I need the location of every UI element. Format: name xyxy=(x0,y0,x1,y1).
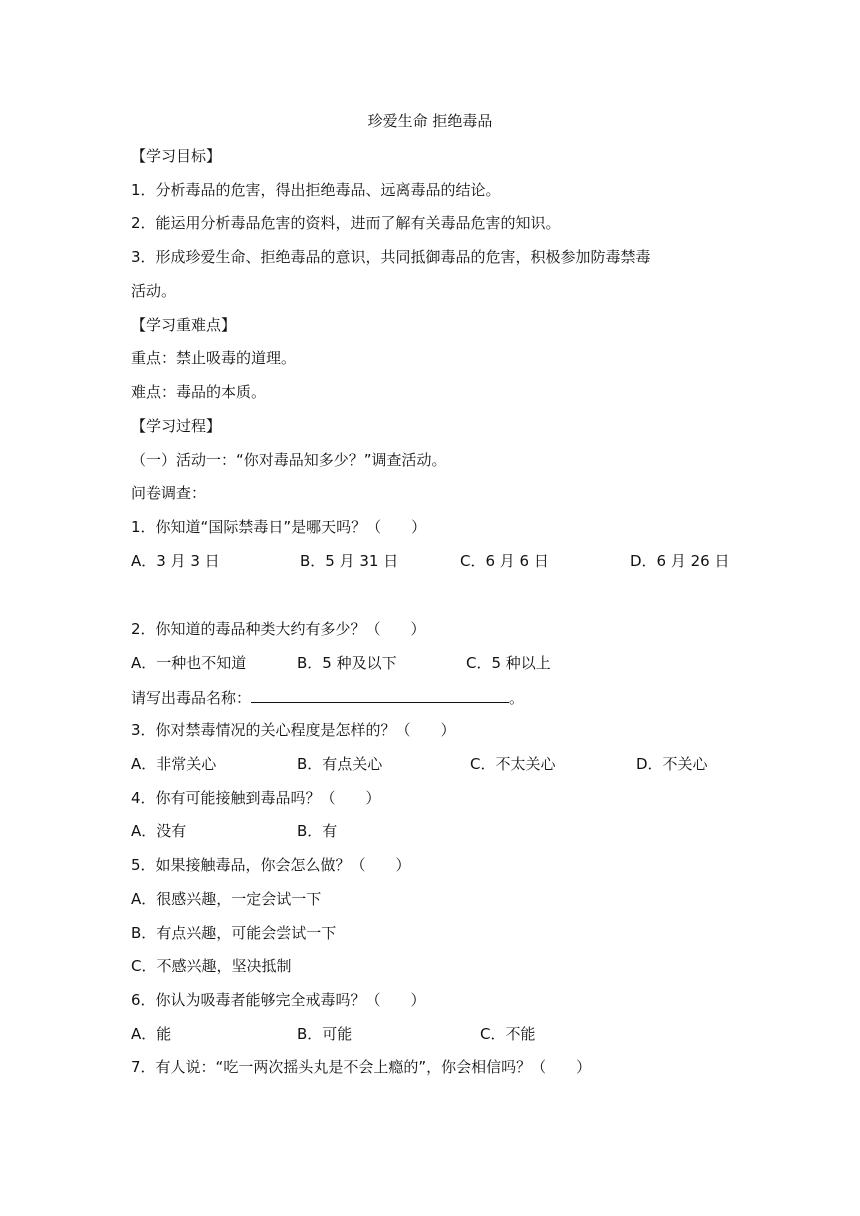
question-7: 7．有人说：“吃一两次摇头丸是不会上瘾的”，你会相信吗？（ ） xyxy=(131,1058,592,1076)
q2-fill-label: 请写出毒品名称： xyxy=(131,689,252,707)
q2-fill-blank[interactable] xyxy=(251,686,509,703)
question-1: 1．你知道“国际禁毒日”是哪天吗？（ ） xyxy=(131,518,427,536)
objective-3-continued: 活动。 xyxy=(131,282,177,300)
q6-option-c[interactable]: C．不能 xyxy=(480,1025,536,1043)
q3-option-b[interactable]: B．有点关心 xyxy=(297,755,383,773)
q3-option-a[interactable]: A．非常关心 xyxy=(131,755,217,773)
q2-option-c[interactable]: C．5 种以上 xyxy=(466,654,551,672)
q2-fill-end: 。 xyxy=(509,689,525,707)
q6-option-a[interactable]: A．能 xyxy=(131,1025,172,1043)
q6-option-b[interactable]: B．可能 xyxy=(297,1025,353,1043)
objective-2: 2．能运用分析毒品危害的资料，进而了解有关毒品危害的知识。 xyxy=(131,214,561,232)
q5-option-c[interactable]: C．不感兴趣，坚决抵制 xyxy=(131,957,292,975)
difficult-point: 难点：毒品的本质。 xyxy=(131,383,267,401)
question-3: 3．你对禁毒情况的关心程度是怎样的？（ ） xyxy=(131,721,456,739)
q4-option-b[interactable]: B．有 xyxy=(297,822,338,840)
question-4: 4．你有可能接触到毒品吗？（ ） xyxy=(131,789,381,807)
objective-3: 3．形成珍爱生命、拒绝毒品的意识，共同抵御毒品的危害，积极参加防毒禁毒 xyxy=(131,248,651,266)
q1-option-d[interactable]: D．6 月 26 日 xyxy=(630,552,730,570)
q4-option-a[interactable]: A．没有 xyxy=(131,822,187,840)
key-header: 【学习重难点】 xyxy=(131,316,237,334)
key-point: 重点：禁止吸毒的道理。 xyxy=(131,349,297,367)
q5-option-b[interactable]: B．有点兴趣，可能会尝试一下 xyxy=(131,924,337,942)
q2-option-b[interactable]: B．5 种及以下 xyxy=(297,654,397,672)
activity-one: （一）活动一：“你对毒品知多少？”调查活动。 xyxy=(131,451,447,469)
objective-1: 1．分析毒品的危害，得出拒绝毒品、远离毒品的结论。 xyxy=(131,181,501,199)
q3-option-c[interactable]: C．不太关心 xyxy=(470,755,556,773)
question-5: 5．如果接触毒品，你会怎么做？（ ） xyxy=(131,856,411,874)
question-6: 6．你认为吸毒者能够完全戒毒吗？（ ） xyxy=(131,991,426,1009)
q5-option-a[interactable]: A．很感兴趣，一定会试一下 xyxy=(131,890,322,908)
survey-label: 问卷调查： xyxy=(131,484,207,502)
document-title: 珍爱生命 拒绝毒品 xyxy=(367,112,493,130)
question-2: 2．你知道的毒品种类大约有多少？（ ） xyxy=(131,620,426,638)
q2-fill-row xyxy=(131,686,524,708)
q1-option-a[interactable]: A．3 月 3 日 xyxy=(131,552,220,570)
q1-option-c[interactable]: C．6 月 6 日 xyxy=(460,552,549,570)
objectives-header: 【学习目标】 xyxy=(131,147,222,165)
q1-option-b[interactable]: B．5 月 31 日 xyxy=(300,552,399,570)
q3-option-d[interactable]: D．不关心 xyxy=(636,755,708,773)
q2-option-a[interactable]: A．一种也不知道 xyxy=(131,654,247,672)
process-header: 【学习过程】 xyxy=(131,417,222,435)
